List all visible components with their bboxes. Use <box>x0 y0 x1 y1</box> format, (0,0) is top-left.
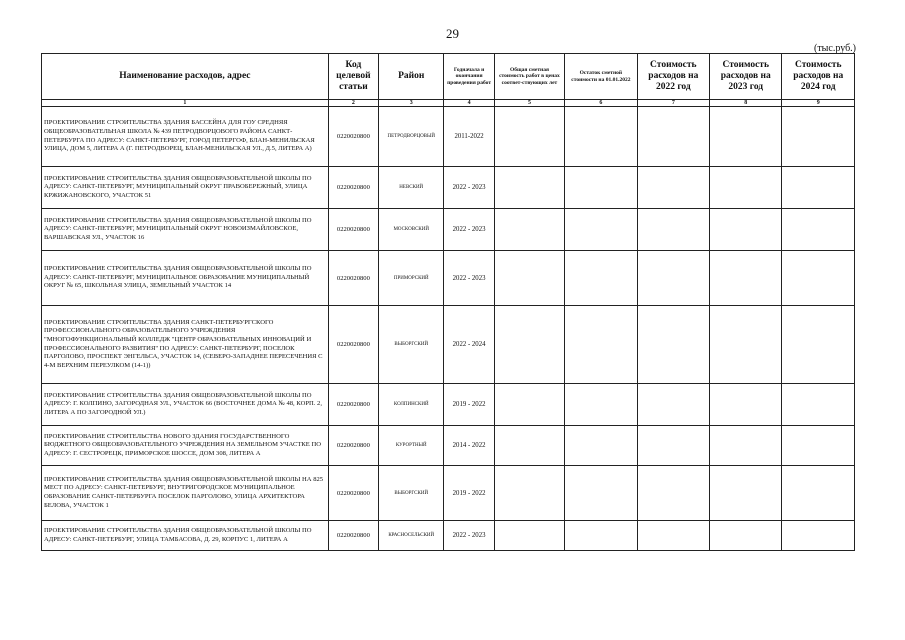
column-number: 5 <box>494 100 564 107</box>
target-code: 0220020800 <box>328 209 378 251</box>
district: ПЕТРОДВОРЦОВЫЙ <box>379 107 444 167</box>
header-cost-2024: Стоимость расходов на 2024 год <box>782 54 855 100</box>
district: НЕВСКИЙ <box>379 167 444 209</box>
header-cost-2022: Стоимость расходов на 2022 год <box>637 54 709 100</box>
work-years: 2022 - 2023 <box>444 521 494 551</box>
target-code: 0220020800 <box>328 306 378 384</box>
district: МОСКОВСКИЙ <box>379 209 444 251</box>
cost-2022 <box>637 251 709 306</box>
expense-name: ПРОЕКТИРОВАНИЕ СТРОИТЕЛЬСТВА ЗДАНИЯ ОБЩЕОБРАЗОВАТЕЛЬНОЙ ШКОЛЫ ПО АДРЕСУ: САНКТ-ПЕТЕРБУРГ, МУНИЦИПАЛЬНОЕ ОБРАЗОВАНИЕ МУНИЦИПАЛЬНЫЙ ОКРУГ № 65, ШКОЛЬНАЯ УЛИЦА, ЗЕМЕЛЬНЫЙ УЧАСТОК 14 <box>42 251 329 306</box>
remaining-cost <box>565 306 637 384</box>
remaining-cost <box>565 384 637 426</box>
expense-name: ПРОЕКТИРОВАНИЕ СТРОИТЕЛЬСТВА ЗДАНИЯ БАССЕЙНА ДЛЯ ГОУ СРЕДНЯЯ ОБЩЕОБРАЗОВАТЕЛЬНАЯ ШКОЛА № 439 ПЕТРОДВОРЦОВОГО РАЙОНА САНКТ-ПЕТЕРБУРГА ПО АДРЕСУ: САНКТ-ПЕТЕРБУРГ, ГОРОД ПЕТЕРГОФ, БЛАН-МЕНИЛЬСКАЯ УЛИЦА, ДОМ 5, ЛИТЕРА А (Г. ПЕТРОДВОРЕЦ, БЛАН-МЕНИЛЬСКАЯ УЛ., Д.5, ЛИТЕРА А) <box>42 107 329 167</box>
cost-2023 <box>710 167 782 209</box>
remaining-cost <box>565 167 637 209</box>
column-number-row <box>42 100 855 107</box>
cost-2023 <box>710 426 782 466</box>
header-code: Код целевой статьи <box>328 54 378 100</box>
cost-2023 <box>710 107 782 167</box>
units-label: (тыс.руб.) <box>813 43 856 54</box>
cost-2022 <box>637 107 709 167</box>
cost-2024 <box>782 306 855 384</box>
district: ВЫБОРГСКИЙ <box>379 306 444 384</box>
column-number: 1 <box>42 100 329 107</box>
district: КРАСНОСЕЛЬСКИЙ <box>379 521 444 551</box>
table-row <box>42 426 855 466</box>
budget-table <box>41 53 855 551</box>
target-code: 0220020800 <box>328 466 378 521</box>
table-row <box>42 521 855 551</box>
cost-2024 <box>782 251 855 306</box>
table-row <box>42 384 855 426</box>
cost-2022 <box>637 167 709 209</box>
remaining-cost <box>565 426 637 466</box>
cost-2023 <box>710 521 782 551</box>
cost-2022 <box>637 306 709 384</box>
remaining-cost <box>565 251 637 306</box>
cost-2023 <box>710 466 782 521</box>
remaining-cost <box>565 107 637 167</box>
column-number: 7 <box>637 100 709 107</box>
cost-2022 <box>637 209 709 251</box>
header-years: Годначала и окончания проведения работ <box>444 54 494 100</box>
work-years: 2019 - 2022 <box>444 384 494 426</box>
district: КОЛПИНСКИЙ <box>379 384 444 426</box>
column-number: 3 <box>379 100 444 107</box>
work-years: 2022 - 2024 <box>444 306 494 384</box>
cost-2024 <box>782 209 855 251</box>
cost-2024 <box>782 107 855 167</box>
total-cost <box>494 521 564 551</box>
expense-name: ПРОЕКТИРОВАНИЕ СТРОИТЕЛЬСТВА ЗДАНИЯ ОБЩЕОБРАЗОВАТЕЛЬНОЙ ШКОЛЫ ПО АДРЕСУ: САНКТ-ПЕТЕРБУРГ, МУНИЦИПАЛЬНЫЙ ОКРУГ ПРАВОБЕРЕЖНЫЙ, УЛИЦА КРЖИЖАНОВСКОГО, УЧАСТОК 51 <box>42 167 329 209</box>
cost-2024 <box>782 521 855 551</box>
header-district: Район <box>379 54 444 100</box>
total-cost <box>494 107 564 167</box>
cost-2024 <box>782 426 855 466</box>
cost-2024 <box>782 384 855 426</box>
table-header-row <box>42 54 855 100</box>
expense-name: ПРОЕКТИРОВАНИЕ СТРОИТЕЛЬСТВА ЗДАНИЯ ОБЩЕОБРАЗОВАТЕЛЬНОЙ ШКОЛЫ ПО АДРЕСУ: САНКТ-ПЕТЕРБУРГ, УЛИЦА ТАМБАСОВА, Д. 29, КОРПУС 1, ЛИТЕРА А <box>42 521 329 551</box>
header-cost-2023: Стоимость расходов на 2023 год <box>710 54 782 100</box>
expense-name: ПРОЕКТИРОВАНИЕ СТРОИТЕЛЬСТВА НОВОГО ЗДАНИЯ ГОСУДАРСТВЕННОГО БЮДЖЕТНОГО ОБЩЕОБРАЗОВАТЕЛЬНОГО УЧРЕЖДЕНИЯ НА ЗЕМЕЛЬНОМ УЧАСТКЕ ПО АДРЕСУ: Г. СЕСТРОРЕЦК, ПРИМОРСКОЕ ШОССЕ, ДОМ 308, ЛИТЕРА А <box>42 426 329 466</box>
total-cost <box>494 466 564 521</box>
column-number: 8 <box>710 100 782 107</box>
page-number: 29 <box>446 26 459 41</box>
column-number: 2 <box>328 100 378 107</box>
column-number: 6 <box>565 100 637 107</box>
column-number: 4 <box>444 100 494 107</box>
cost-2023 <box>710 251 782 306</box>
cost-2023 <box>710 209 782 251</box>
total-cost <box>494 167 564 209</box>
target-code: 0220020800 <box>328 251 378 306</box>
table-row <box>42 209 855 251</box>
target-code: 0220020800 <box>328 107 378 167</box>
target-code: 0220020800 <box>328 167 378 209</box>
table-row <box>42 167 855 209</box>
cost-2022 <box>637 521 709 551</box>
total-cost <box>494 384 564 426</box>
target-code: 0220020800 <box>328 384 378 426</box>
district: ВЫБОРГСКИЙ <box>379 466 444 521</box>
expense-name: ПРОЕКТИРОВАНИЕ СТРОИТЕЛЬСТВА ЗДАНИЯ ОБЩЕОБРАЗОВАТЕЛЬНОЙ ШКОЛЫ ПО АДРЕСУ: САНКТ-ПЕТЕРБУРГ, МУНИЦИПАЛЬНЫЙ ОКРУГ НОВОИЗМАЙЛОВСКОЕ, ВАРШАВСКАЯ УЛ., УЧАСТОК 16 <box>42 209 329 251</box>
remaining-cost <box>565 521 637 551</box>
work-years: 2022 - 2023 <box>444 167 494 209</box>
district: ПРИМОРСКИЙ <box>379 251 444 306</box>
cost-2022 <box>637 384 709 426</box>
table-row <box>42 306 855 384</box>
district: КУРОРТНЫЙ <box>379 426 444 466</box>
total-cost <box>494 209 564 251</box>
cost-2022 <box>637 426 709 466</box>
expense-name: ПРОЕКТИРОВАНИЕ СТРОИТЕЛЬСТВА ЗДАНИЯ ОБЩЕОБРАЗОВАТЕЛЬНОЙ ШКОЛЫ ПО АДРЕСУ: Г. КОЛПИНО, ЗАГОРОДНАЯ УЛ., УЧАСТОК 66 (ВОСТОЧНЕЕ ДОМА № 48, КОРП. 2, ЛИТЕРА А ПО ЗАГОРОДНОЙ УЛ.) <box>42 384 329 426</box>
cost-2023 <box>710 384 782 426</box>
column-number: 9 <box>782 100 855 107</box>
total-cost <box>494 306 564 384</box>
header-name: Наименование расходов, адрес <box>42 54 329 100</box>
target-code: 0220020800 <box>328 521 378 551</box>
work-years: 2011-2022 <box>444 107 494 167</box>
work-years: 2014 - 2022 <box>444 426 494 466</box>
total-cost <box>494 251 564 306</box>
table-row <box>42 251 855 306</box>
total-cost <box>494 426 564 466</box>
header-remaining-cost: Остаток сметной стоимости на 01.01.2022 <box>565 54 637 100</box>
remaining-cost <box>565 209 637 251</box>
cost-2023 <box>710 306 782 384</box>
remaining-cost <box>565 466 637 521</box>
cost-2024 <box>782 466 855 521</box>
expense-name: ПРОЕКТИРОВАНИЕ СТРОИТЕЛЬСТВА ЗДАНИЯ ОБЩЕОБРАЗОВАТЕЛЬНОЙ ШКОЛЫ НА 825 МЕСТ ПО АДРЕСУ: САНКТ-ПЕТЕРБУРГ, ВНУТРИГОРОДСКОЕ МУНИЦИПАЛЬНОЕ ОБРАЗОВАНИЕ САНКТ-ПЕТЕРБУРГА ПОСЕЛОК ПАРГОЛОВО, УЛИЦА АРХИТЕКТОРА БЕЛОВА, УЧАСТОК 1 <box>42 466 329 521</box>
table-row <box>42 107 855 167</box>
cost-2022 <box>637 466 709 521</box>
header-total-cost: Общая сметная стоимость работ в ценах соответ-ствующих лет <box>494 54 564 100</box>
work-years: 2022 - 2023 <box>444 251 494 306</box>
target-code: 0220020800 <box>328 426 378 466</box>
cost-2024 <box>782 167 855 209</box>
expense-name: ПРОЕКТИРОВАНИЕ СТРОИТЕЛЬСТВА ЗДАНИЯ САНКТ-ПЕТЕРБУРГСКОГО ПРОФЕССИОНАЛЬНОГО ОБРАЗОВАТЕЛЬНОГО УЧРЕЖДЕНИЯ "МНОГОФУНКЦИОНАЛЬНЫЙ КОЛЛЕДЖ "ЦЕНТР ОБРАЗОВАТЕЛЬНЫХ ИННОВАЦИЙ И ПРОФЕССИОНАЛЬНОГО РАЗВИТИЯ" ПО АДРЕСУ: САНКТ-ПЕТЕРБУРГ, ПОСЕЛОК ПАРГОЛОВО, ПРОСПЕКТ ЭНГЕЛЬСА, УЧАСТОК 14, (СЕВЕРО-ЗАПАДНЕЕ ПЕРЕСЕЧЕНИЯ С 4-М ВЕРХНИМ ПЕРЕУЛКОМ (14-1)) <box>42 306 329 384</box>
work-years: 2019 - 2022 <box>444 466 494 521</box>
table-row <box>42 466 855 521</box>
work-years: 2022 - 2023 <box>444 209 494 251</box>
